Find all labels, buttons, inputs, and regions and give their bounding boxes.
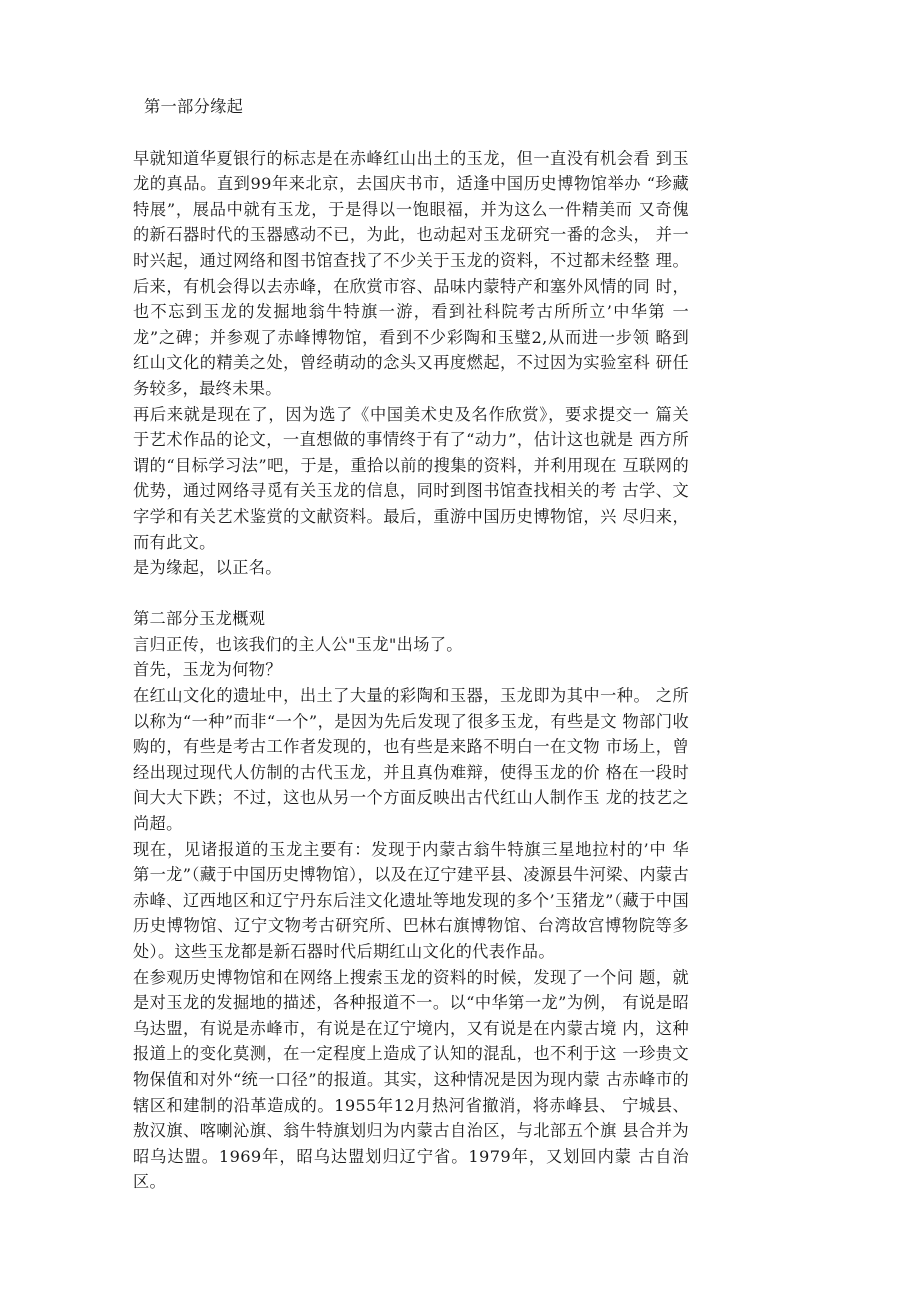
section2-paragraph-5: 在参观历史博物馆和在网络上搜索玉龙的资料的时候，发现了一个问 题，就是对玉龙的发掘地的描述，各种报道不一。以“中华第一龙”为例， 有说是昭乌达盟，有说是赤峰市，有说是在辽宁境内，又有说是在内蒙古境 内，这种报道上的变化莫测，在一定程度上造成了认知的混乱，也不利于这 一珍贵文物保值和对外“统一口径”的报道。其实，这种情况是因为现内蒙 古赤峰市的辖区和建制的沿革造成的。1955年12月热河省撤消，将赤峰县、 宁城县、敖汉旗、喀喇沁旗、翁牛特旗划归为内蒙古自治区，与北部五个旗 县合并为昭乌达盟。1969年，昭乌达盟划归辽宁省。1979年，又划回内蒙 古自治区。: [133, 967, 689, 1192]
section2-title: 第二部分玉龙概观: [133, 609, 266, 629]
section2-paragraph-2: 首先，玉龙为何物？: [133, 660, 282, 680]
document-page: [133, 94, 689, 1195]
section2-paragraph-1: 言归正传，也该我们的主人公"玉龙"出场了。: [133, 634, 463, 654]
section1-paragraph-1: 早就知道华夏银行的标志是在赤峰红山出土的玉龙，但一直没有机会看 到玉龙的真品。直到99年来北京，去国庆书市，适逢中国历史博物馆举办 “珍藏特展”，展品中就有玉龙，于是得以一饱眼福，并为这么一件精美而 又奇傀的新石器时代的玉器感动不已，为此，也动起对玉龙研究一番的念头， 并一时兴起，通过网络和图书馆查找了不少关于玉龙的资料，不过都未经整 理。后来，有机会得以去赤峰，在欣赏市容、品味内蒙特产和塞外风情的同 时，也不忘到玉龙的发掘地翁牛特旗一游，看到社科院考古所所立’中华第 一龙”之碑；并参观了赤峰博物馆，看到不少彩陶和玉璧2,从而进一步领 略到红山文化的精美之处，曾经萌动的念头又再度燃起，不过因为实验室科 研任务较多，最终未果。: [133, 148, 689, 398]
section1-title: 第一部分缘起: [144, 97, 244, 116]
section2-paragraph-4: 现在，见诸报道的玉龙主要有：发现于内蒙古翁牛特旗三星地拉村的’中 华第一龙”（藏于中国历史博物馆），以及在辽宁建平县、凌源县牛河梁、内蒙古赤峰、辽西地区和辽宁丹东后洼文化遗址等地发现的多个’玉猪龙”（藏于中国历史博物馆、辽宁文物考古研究所、巴林右旗博物馆、台湾故宫博物院等多处）。这些玉龙都是新石器时代后期红山文化的代表作品。: [133, 839, 689, 961]
section1-paragraph-3: 是为缘起，以正名。: [133, 558, 282, 578]
section1-paragraph-2: 再后来就是现在了，因为选了《中国美术史及名作欣赏》，要求提交一 篇关于艺术作品的论文，一直想做的事情终于有了“动力”，估计这也就是 西方所谓的“目标学习法”吧，于是，重拾以前的搜集的资料，并利用现在 互联网的优势，通过网络寻觅有关玉龙的信息，同时到图书馆查找相关的考 古学、文字学和有关艺术鉴赏的文献资料。最后，重游中国历史博物馆，兴 尽归来，而有此文。: [133, 404, 689, 552]
section2-paragraph-3: 在红山文化的遗址中，出土了大量的彩陶和玉器，玉龙即为其中一种。 之所以称为“一种”而非“一个”，是因为先后发现了很多玉龙，有些是文 物部门收购的，有些是考古工作者发现的，也有些是来路不明白一在文物 市场上，曾经出现过现代人仿制的古代玉龙，并且真伪难辩，使得玉龙的价 格在一段时间大大下跌；不过，这也从另一个方面反映出古代红山人制作玉 龙的技艺之尚超。: [133, 686, 689, 834]
section-gap: [133, 581, 689, 607]
